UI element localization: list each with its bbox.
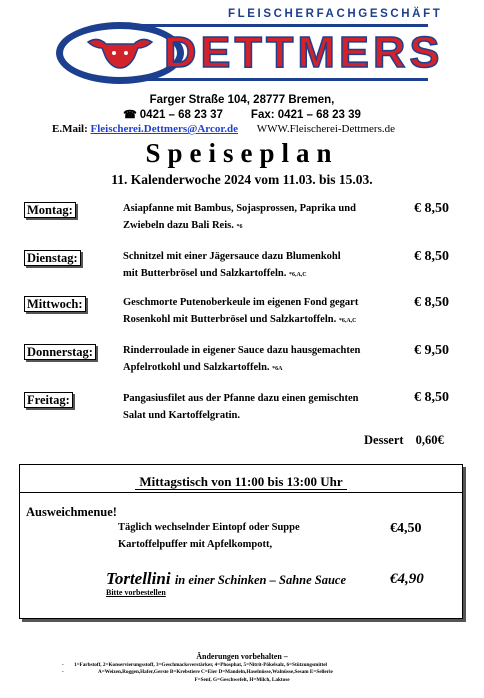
preorder-note: Bitte vorbestellen <box>106 588 166 597</box>
email-label: E.Mail: <box>52 123 88 135</box>
contact-line <box>52 123 395 135</box>
day-label-monday: Montag: <box>24 202 76 218</box>
bull-head-icon <box>84 34 156 72</box>
footer-legend: - 1=Farbstoff, 2=Konservierungsstoff, 3=Geschmacksverstärker, 4=Phosphat, 5=Nitrit-Pökelsalz, 6=Stützungsmittel - A=Weizen,Roggen,Hafer,Gerste B=Krebstiere C=Eier D=Mandeln,Haselnüsse,Walnüsse,Sesam E=Sellerie <box>62 662 333 675</box>
phone-number: 0421 – 68 23 37 <box>139 109 223 121</box>
legend-line: A=Weizen,Roggen,Hafer,Gerste B=Krebstiere C=Eier D=Mandeln,Haselnüsse,Walnüsse,Sesam E=Sellerie <box>98 669 333 675</box>
lunch-heading: Mittagstisch von 11:00 bis 13:00 Uhr <box>20 473 462 491</box>
dessert-label: Dessert <box>364 433 404 447</box>
dish-line: Salat und Kartoffelgratin. <box>123 410 240 421</box>
tortellini-name: Tortellini <box>106 569 171 588</box>
price-friday: € 8,50 <box>414 390 449 405</box>
day-label-thursday: Donnerstag: <box>24 344 96 360</box>
dish-line: Zwiebeln dazu Bali Reis. <box>123 220 234 231</box>
price-thursday: € 9,50 <box>414 343 449 358</box>
website-link[interactable]: WWW.Fleischerei-Dettmers.de <box>256 123 395 135</box>
allergen-codes: *6,A,C <box>288 272 307 278</box>
dish-line: Rinderroulade in eigener Sauce dazu hausgemachten <box>123 345 361 356</box>
fax-number: 0421 – 68 23 39 <box>277 109 361 121</box>
alternative-price: €4,50 <box>390 521 422 536</box>
dish-line: Pangasiusfilet aus der Pfanne dazu einen gemischten <box>123 393 359 404</box>
legend-line: 1=Farbstoff, 2=Konservierungsstoff, 3=Geschmacksverstärker, 4=Phosphat, 5=Nitrit-Pökelsalz, 6=Stützungsmittel <box>74 662 327 668</box>
dessert-price: 0,60€ <box>415 433 444 447</box>
dish-monday <box>123 200 408 236</box>
dish-line: mit Butterbrösel und Salzkartoffeln. <box>123 268 287 279</box>
day-label-friday: Freitag: <box>24 392 73 408</box>
dish-line: Asiapfanne mit Bambus, Sojasprossen, Paprika und <box>123 203 356 214</box>
logo-bar-top <box>116 24 428 27</box>
page-title: Speiseplan <box>145 138 339 168</box>
logo-top-text: FLEISCHERFACHGESCHÄFT <box>228 8 443 20</box>
day-label-wednesday: Mittwoch: <box>24 296 86 312</box>
tortellini-description: in einer Schinken – Sahne Sauce <box>174 573 347 587</box>
dish-line: Geschmorte Putenoberkeule im eigenen Fond gegart <box>123 297 359 308</box>
dish-line: Täglich wechselnder Eintopf oder Suppe <box>118 522 300 533</box>
allergen-codes: *6A <box>272 366 283 372</box>
fax-label: Fax: <box>250 109 275 121</box>
tortellini-price: €4,90 <box>390 571 424 587</box>
dish-friday <box>123 390 408 424</box>
price-tuesday: € 8,50 <box>414 249 449 264</box>
phone-icon: ☎ <box>123 109 137 121</box>
day-label-tuesday: Dienstag: <box>24 250 81 266</box>
alternative-heading: Ausweichmenue! <box>26 505 117 519</box>
allergen-codes: *6,A,C <box>338 318 357 324</box>
price-wednesday: € 8,50 <box>414 295 449 310</box>
dish-line: Apfelrotkohl und Salzkartoffeln. <box>123 362 270 373</box>
logo-bar-bottom <box>116 78 428 81</box>
dish-line: Rosenkohl mit Butterbrösel und Salzkartoffeln. <box>123 314 337 325</box>
dessert-line <box>364 433 444 448</box>
dish-tuesday <box>123 248 408 284</box>
logo-name: DETTMERS <box>164 28 444 77</box>
company-logo <box>56 6 444 84</box>
price-monday: € 8,50 <box>414 201 449 216</box>
allergen-codes: *6 <box>236 224 243 230</box>
dish-wednesday <box>123 294 408 330</box>
alternative-dish <box>118 519 300 553</box>
email-link[interactable]: Fleischerei.Dettmers@Arcor.de <box>90 123 238 135</box>
address-phone-line <box>0 108 484 121</box>
tortellini-dish <box>106 569 346 589</box>
dish-thursday <box>123 342 408 378</box>
dish-line: Kartoffelpuffer mit Apfelkompott, <box>118 539 273 550</box>
lunch-box <box>19 464 463 619</box>
footer-legend-last: F=Senf, G=Geschwefelt, H=Milch, Laktose <box>194 677 290 683</box>
dish-line: Schnitzel mit einer Jägersauce dazu Blumenkohl <box>123 251 341 262</box>
footer-notice: Änderungen vorbehalten – <box>196 652 288 661</box>
week-subtitle: 11. Kalenderwoche 2024 vom 11.03. bis 15.03. <box>111 172 373 187</box>
address-street: Farger Straße 104, 28777 Bremen, <box>149 94 335 106</box>
divider <box>20 492 462 493</box>
